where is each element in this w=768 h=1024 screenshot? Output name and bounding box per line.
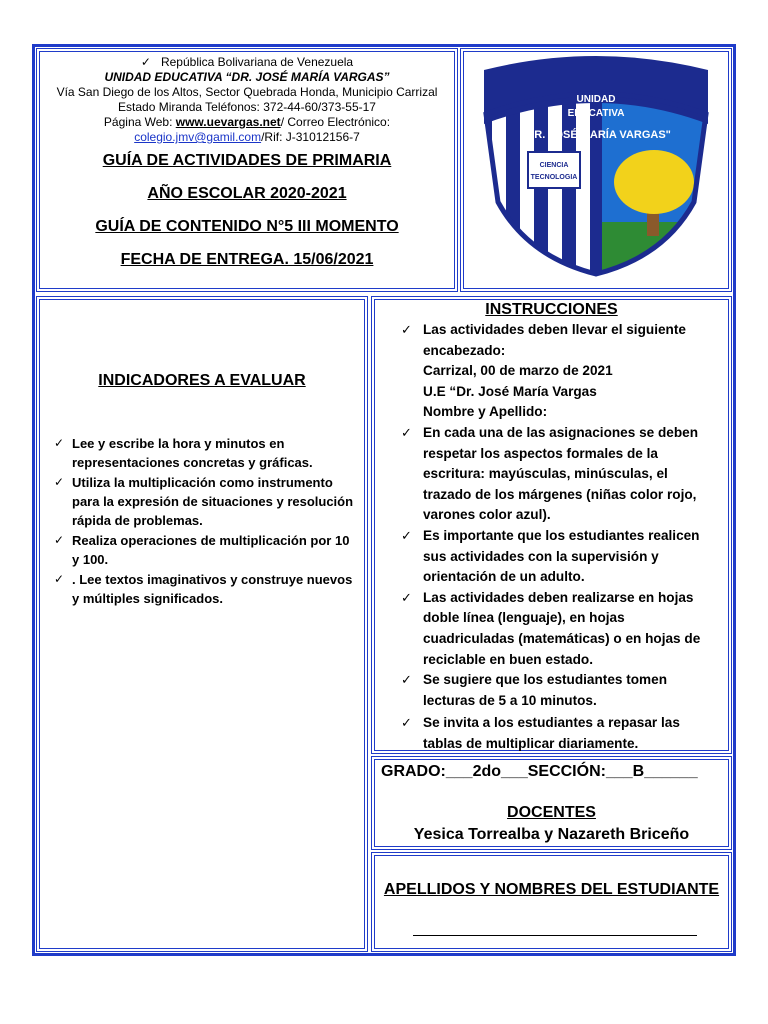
check-icon: ✓	[54, 475, 65, 489]
indicator-item	[54, 570, 360, 608]
email-link[interactable]: colegio.jmv@gamil.com	[134, 130, 262, 144]
instruction-item	[397, 423, 719, 526]
check-icon: ✓	[401, 424, 412, 440]
instruction-text: Es importante que los estudiantes realicen sus actividades con la supervisión y orientación de un adulto.	[423, 527, 700, 585]
instruction-item	[397, 670, 719, 711]
check-icon: ✓	[140, 55, 151, 69]
crest-unidad: UNIDAD	[576, 94, 616, 105]
crest-tecnologia: TECNOLOGIA	[530, 174, 578, 181]
grade-box	[371, 756, 732, 850]
instructions-title: INSTRUCCIONES	[485, 301, 618, 318]
rif-text: /Rif: J-31012156-7	[261, 130, 360, 144]
tree-crown	[614, 150, 694, 214]
header-box	[36, 48, 458, 292]
republic-text: República Bolivariana de Venezuela	[160, 55, 354, 69]
instruction-item	[397, 588, 719, 670]
teachers-label: DOCENTES	[507, 804, 596, 821]
logo-box	[460, 48, 732, 292]
instructions-box	[371, 296, 732, 754]
web-suffix: / Correo Electrónico:	[280, 115, 391, 129]
check-icon: ✓	[54, 436, 65, 450]
book-icon	[528, 152, 580, 188]
indicators-title: INDICADORES A EVALUAR	[98, 372, 306, 389]
guide-title: GUÍA DE ACTIVIDADES DE PRIMARIA	[102, 152, 392, 169]
instruction-text: Las actividades deben realizarse en hojas doble línea (lenguaje), en hojas cuadriculadas (matemáticas) o en hojas de reciclable en buen estado.	[423, 589, 701, 667]
instruction-text: Se sugiere que los estudiantes tomen lecturas de 5 a 10 minutos.	[423, 672, 667, 708]
indicator-item	[54, 531, 360, 569]
student-box	[371, 852, 732, 952]
instruction-text: Se invita a los estudiantes a repasar las tablas de multiplicar diariamente.	[423, 715, 680, 751]
check-icon: ✓	[54, 572, 65, 586]
republic-line	[40, 55, 454, 70]
header-example-school: U.E “Dr. José María Vargas	[423, 383, 597, 399]
check-icon: ✓	[401, 715, 412, 731]
instruction-item	[397, 526, 719, 588]
crest-ciencia: CIENCIA	[539, 162, 569, 169]
check-icon: ✓	[54, 533, 65, 547]
indicator-text: Lee y escribe la hora y minutos en representaciones concretas y gráficas.	[72, 436, 313, 470]
grade-section-line: GRADO:___2do___SECCIÓN:___B______	[381, 763, 698, 780]
student-name-label: APELLIDOS Y NOMBRES DEL ESTUDIANTE	[383, 881, 720, 898]
teachers-names: Yesica Torrealba y Nazareth Briceño	[413, 826, 690, 843]
indicators-list	[54, 434, 360, 609]
crest-educativa: EDUCATIVA	[567, 108, 625, 119]
web-link[interactable]: www.uevargas.net	[175, 115, 281, 129]
header-example-name: Nombre y Apellido:	[423, 404, 548, 420]
student-name-line[interactable]	[413, 935, 697, 936]
indicator-text: Utiliza la multiplicación como instrumento para la expresión de situaciones y resolución rápida de problemas.	[72, 475, 354, 528]
check-icon: ✓	[401, 527, 412, 543]
check-icon: ✓	[401, 322, 412, 337]
indicator-text: Realiza operaciones de multiplicación por 10 y 100.	[72, 533, 350, 567]
check-icon: ✓	[401, 672, 412, 688]
email-line	[40, 130, 454, 145]
delivery-date: FECHA DE ENTREGA. 15/06/2021	[120, 251, 374, 268]
web-prefix: Página Web:	[103, 115, 176, 129]
indicator-item	[54, 434, 360, 472]
school-year: AÑO ESCOLAR 2020-2021	[147, 185, 347, 202]
instruction-text: Las actividades deben llevar el siguiente encabezado:	[423, 322, 686, 358]
school-phones: Estado Miranda Teléfonos: 372-44-60/373-55-17	[118, 100, 376, 114]
school-name: UNIDAD EDUCATIVA “DR. JOSÉ MARÍA VARGAS”	[104, 70, 390, 84]
check-icon: ✓	[401, 589, 412, 605]
content-guide-title: GUÍA DE CONTENIDO N°5 III MOMENTO	[95, 218, 399, 235]
instruction-item	[397, 713, 719, 754]
instruction-text: En cada una de las asignaciones se deben respetar los aspectos formales de la escritura: mayúsculas, minúsculas, el trazado de los márgenes (niñas color rojo, varones color azul).	[423, 424, 699, 523]
indicators-box	[36, 296, 368, 952]
school-address: Vía San Diego de los Altos, Sector Quebrada Honda, Municipio Carrizal	[56, 85, 438, 99]
instruction-item	[397, 320, 719, 423]
header-example-date: Carrizal, 00 de marzo de 2021	[423, 363, 613, 379]
school-crest	[464, 52, 728, 288]
indicator-text: . Lee textos imaginativos y construye nuevos y múltiples significados.	[72, 572, 353, 606]
crest-name: "DR. JOSÉ MARÍA VARGAS"	[521, 129, 671, 141]
instructions-list	[397, 320, 719, 754]
indicator-item	[54, 473, 360, 530]
web-line	[40, 115, 454, 130]
